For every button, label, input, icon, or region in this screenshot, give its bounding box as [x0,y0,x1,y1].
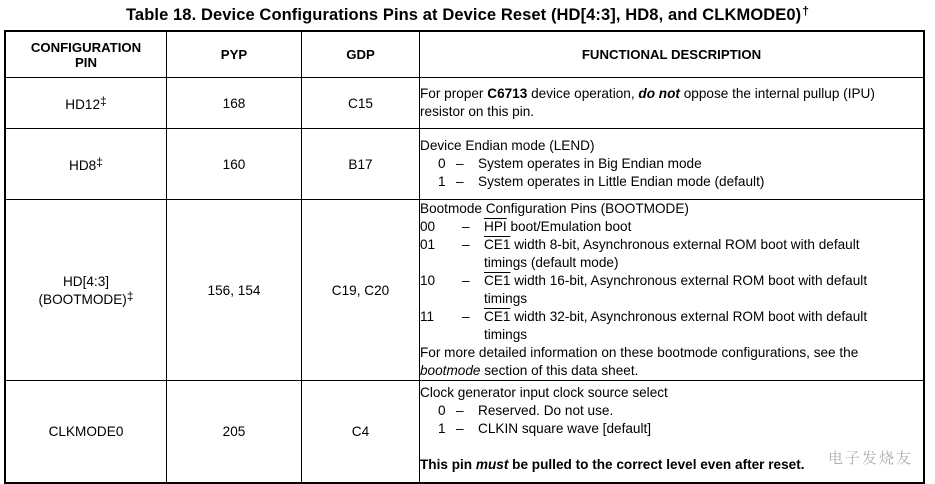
gdp-cell: C15 [302,78,420,129]
option-line [420,218,923,236]
desc-bold: C6713 [487,86,528,101]
option-code: 11 [420,309,435,324]
option-dash: – [462,219,470,234]
header-gdp: GDP [302,31,420,78]
desc-heading: Clock generator input clock source select [420,385,668,400]
header-pyp: PYP [167,31,302,78]
option-line [420,272,923,290]
pin-cell: CLKMODE0 [5,381,167,484]
desc-footnote: For more detailed information on these bootmode configurations, see the [420,345,859,360]
option-line [420,308,923,326]
watermark: 电子发烧友 [827,450,913,467]
table-title [0,4,935,25]
option-text: System operates in Big Endian mode [478,156,702,171]
footnote-mark: ‡ [100,94,107,108]
pyp-cell: 156, 154 [167,200,302,381]
option-dash: – [462,309,470,324]
title-footnote-mark: † [802,4,810,18]
option-code: 01 [420,237,436,252]
table-title-text: Table 18. Device Configurations Pins at Device Reset (HD[4:3], HD8, and CLKMODE0) [125,6,802,24]
option-dash: – [456,403,464,418]
option-text: width 32-bit, Asynchronous external ROM boot with default [510,309,868,324]
header-functional-description: FUNCTIONAL DESCRIPTION [420,31,925,78]
option-text: System operates in Little Endian mode (default) [478,174,765,189]
option-line [420,236,923,254]
option-code: 10 [420,273,436,288]
option-dash: – [456,421,464,436]
desc-footnote: section of this data sheet. [480,363,639,378]
option-code: 0 [438,156,446,171]
option-line [420,173,923,191]
desc-heading: Bootmode Configuration Pins (BOOTMODE) [420,201,689,216]
gdp-cell: C19, C20 [302,200,420,381]
option-line [420,420,923,438]
option-code: 00 [420,219,436,234]
note-text: This pin [420,457,476,472]
table-row [5,78,924,129]
option-line [420,402,923,420]
pin-cell [5,78,167,129]
desc-italic: bootmode [420,363,481,378]
header-configuration-pin: CONFIGURATION PIN [5,31,167,78]
pyp-cell: 160 [167,129,302,200]
option-dash: – [456,156,464,171]
table-row [5,381,924,484]
desc-text: For proper [420,86,488,101]
pin-name: HD[4:3] [62,273,110,289]
footnote-mark: ‡ [126,288,134,303]
desc-text: device operation, [527,86,639,101]
config-pins-table [4,30,925,484]
pyp-cell: 168 [167,78,302,129]
table-row [5,129,924,200]
option-dash: – [462,273,470,288]
table-row [5,200,924,381]
signal-name: CE1 [484,273,511,288]
desc-bold-italic: do not [638,86,680,101]
option-code: 1 [438,421,446,436]
description-cell [420,200,925,381]
signal-name: CE1 [484,237,511,252]
option-dash: – [462,237,470,252]
desc-text: oppose the internal pullup (IPU) resistor on this pin. [420,86,875,119]
option-text: boot/Emulation boot [506,219,632,234]
option-text: Reserved. Do not use. [478,403,614,418]
description-cell [420,78,925,129]
gdp-cell: B17 [302,129,420,200]
footnote-mark: ‡ [96,155,103,169]
pin-name: HD8 [69,158,97,173]
option-continuation: timings [484,327,528,342]
option-continuation: timings (default mode) [484,255,619,270]
option-code: 0 [438,403,446,418]
table-header-row [5,31,924,78]
pin-name: HD12 [65,97,101,112]
pin-name-secondary: (BOOTMODE) [38,291,127,307]
pyp-cell: 205 [167,381,302,484]
note-bold-italic: must [475,457,509,472]
option-text: CLKIN square wave [default] [478,421,652,436]
pin-cell [5,129,167,200]
signal-name: CE1 [484,309,511,324]
option-line [420,155,923,173]
option-code: 1 [438,174,446,189]
description-cell [420,129,925,200]
signal-name: $\overline{HPI}$ [484,219,507,234]
pin-cell [5,200,167,381]
option-continuation: timings [484,291,528,306]
gdp-cell: C4 [302,381,420,484]
desc-heading: Device Endian mode (LEND) [420,138,595,153]
option-text: width 16-bit, Asynchronous external ROM boot with default [510,273,868,288]
option-text: width 8-bit, Asynchronous external ROM boot with default [510,237,860,252]
note-text: be pulled to the correct level even after reset. [508,457,805,472]
option-dash: – [456,174,464,189]
